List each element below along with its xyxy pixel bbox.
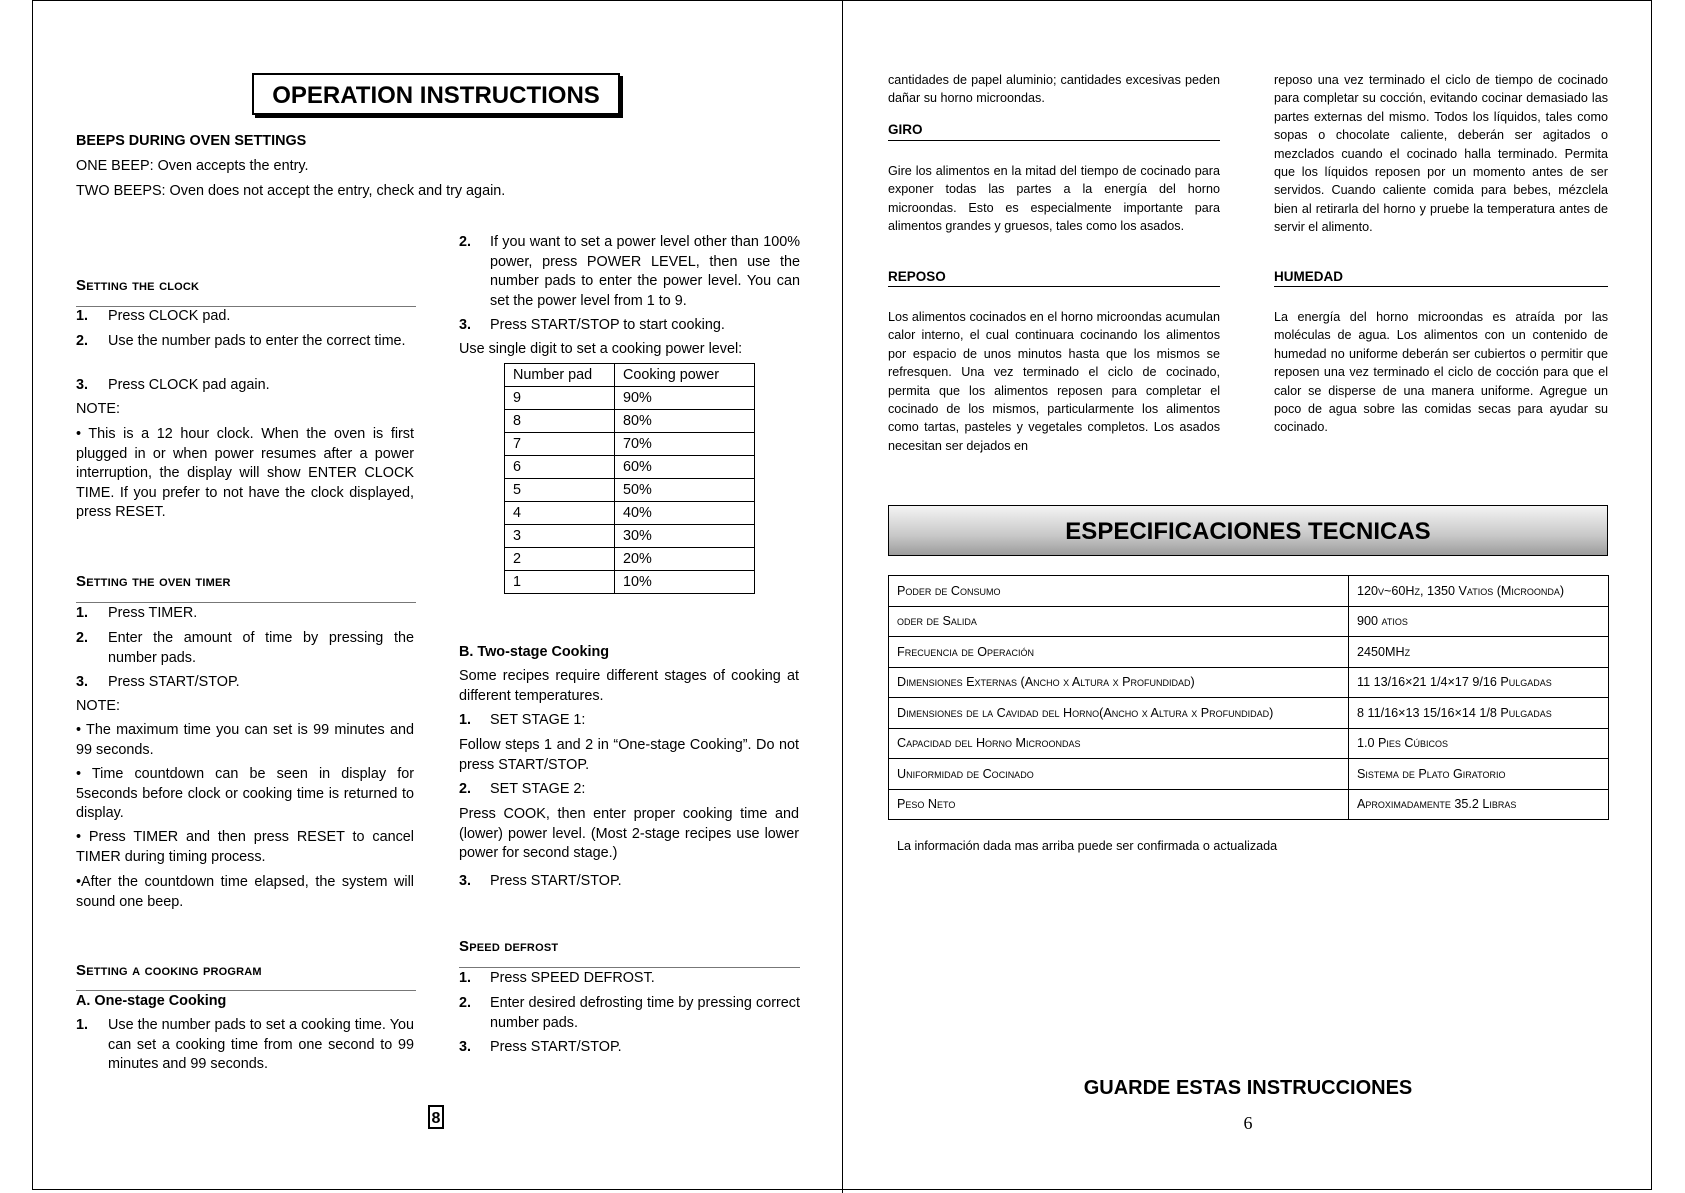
two-stage-intro: Some recipes require different stages of cooking at different temperatures. <box>459 668 799 704</box>
beeps-one: ONE BEEP: Oven accepts the entry. <box>76 158 309 174</box>
page-number-right: 6 <box>1243 1113 1253 1133</box>
spec-label: Peso Neto <box>889 789 1349 820</box>
clock-note-label: NOTE: <box>76 401 120 417</box>
spec-label: Poder de Consumo <box>889 576 1349 607</box>
timer-step-2: Enter the amount of time by pressing the number pads. <box>108 630 414 666</box>
clock-step-1: Press CLOCK pad. <box>108 308 231 324</box>
table-cell: 20% <box>615 548 755 571</box>
defrost-step-2: Enter desired defrosting time by pressing correct number pads. <box>490 995 800 1031</box>
table-row <box>889 667 1609 698</box>
spec-label: Uniformidad de Cocinado <box>889 759 1349 790</box>
table-cell: 5 <box>505 479 615 502</box>
table-row <box>505 479 755 502</box>
table-cell: 30% <box>615 525 755 548</box>
two-stage-step-3: Press START/STOP. <box>490 873 622 889</box>
right-col2-top-text: reposo una vez terminado el ciclo de tiempo de cocinado para completar su cocción, evitando cocinar demasiado las partes externas del mismo. Todos los líquidos, tales como sopas o chocolate caliente, deberán ser agitados o mezclados cuando el cocinado halla terminado. Permita que los líquidos reposen por un momento antes de ser servidos. Cuando caliente comida para bebes, mézclela bien al retirarla del horno y pruebe la temperatura antes de servir el alimento. <box>1274 73 1608 235</box>
spec-value: 11 13/16×21 1/4×17 9/16 Pulgadas <box>1349 667 1609 698</box>
table-cell: 60% <box>615 456 755 479</box>
spec-value: 900 atios <box>1349 606 1609 637</box>
table-row <box>505 387 755 410</box>
timer-heading: Setting the oven timer <box>76 573 231 590</box>
one-stage-step-1-num: 1. <box>76 1017 89 1033</box>
one-stage-heading: A. One-stage Cooking <box>76 993 227 1009</box>
spec-value: Sistema de Plato Giratorio <box>1349 759 1609 790</box>
clock-step-3: Press CLOCK pad again. <box>108 377 270 393</box>
defrost-rule <box>459 967 800 968</box>
spec-label: oder de Salida <box>889 606 1349 637</box>
spec-value: 8 11/16×13 15/16×14 1/8 Pulgadas <box>1349 698 1609 729</box>
beeps-heading: BEEPS DURING OVEN SETTINGS <box>76 133 307 149</box>
table-cell: 40% <box>615 502 755 525</box>
one-stage-step-3-num: 3. <box>459 317 472 333</box>
one-stage-step-2-num: 2. <box>459 234 472 250</box>
one-stage-step-1: Use the number pads to set a cooking time. You can set a cooking time from one second to 99 minutes and 99 seconds. <box>108 1017 414 1072</box>
two-stage-step-2: SET STAGE 2: <box>490 781 586 797</box>
table-cell: 3 <box>505 525 615 548</box>
table-cell: 80% <box>615 410 755 433</box>
timer-step-1: Press TIMER. <box>108 605 198 621</box>
reposo-text: Los alimentos cocinados en el horno microondas acumulan calor interno, el cual continuara cocinando los alimentos por espacio de unos minutos hasta que los mismos se refresquen. Una vez terminado el ciclo de cocinado, permita que los alimentos reposen para completar el cocinado de los mismos, particularmente los alimentos como tartas, pasteles y vegetales completos. Los asados necesitan ser dejados en <box>888 310 1220 453</box>
table-row <box>505 433 755 456</box>
table-header-cell: Cooking power <box>615 364 755 387</box>
table-cell: 8 <box>505 410 615 433</box>
two-stage-step-3-num: 3. <box>459 873 472 889</box>
humedad-rule <box>1274 286 1608 287</box>
reposo-heading: REPOSO <box>888 269 946 284</box>
program-heading: Setting a cooking program <box>76 962 262 979</box>
timer-step-1-num: 1. <box>76 605 89 621</box>
table-row <box>889 728 1609 759</box>
reposo-rule <box>888 286 1220 287</box>
table-cell: 50% <box>615 479 755 502</box>
clock-step-2-num: 2. <box>76 333 89 349</box>
spec-note: La información dada mas arriba puede ser confirmada o actualizada <box>897 839 1278 853</box>
table-row <box>505 548 755 571</box>
one-stage-step-3: Press START/STOP to start cooking. <box>490 317 725 333</box>
two-stage-step-2-text: Press COOK, then enter proper cooking time and (lower) power level. (Most 2-stage recipes use lower power for second stage.) <box>459 806 799 861</box>
table-cell: 1 <box>505 571 615 594</box>
timer-step-2-num: 2. <box>76 630 89 646</box>
table-row <box>505 502 755 525</box>
defrost-step-3: Press START/STOP. <box>490 1039 622 1055</box>
beeps-two: TWO BEEPS: Oven does not accept the entry, check and try again. <box>76 183 506 199</box>
giro-heading: GIRO <box>888 122 923 137</box>
timer-note-3: • Press TIMER and then press RESET to cancel TIMER during timing process. <box>76 829 414 865</box>
clock-note: • This is a 12 hour clock. When the oven is first plugged in or when power resumes after a power interruption, the display will show ENTER CLOCK TIME. If you prefer to not have the clock displayed, press RESET. <box>76 426 414 520</box>
defrost-heading: Speed defrost <box>459 938 559 955</box>
timer-note-1: • The maximum time you can set is 99 minutes and 99 seconds. <box>76 722 414 758</box>
footer-save-instructions: GUARDE ESTAS INSTRUCCIONES <box>1083 1077 1413 1099</box>
spec-value: 1.0 Pies Cúbicos <box>1349 728 1609 759</box>
spec-label: Dimensiones de la Cavidad del Horno(Ancho x Altura x Profundidad) <box>889 698 1349 729</box>
table-row <box>505 571 755 594</box>
table-cell: 6 <box>505 456 615 479</box>
one-stage-step-2: If you want to set a power level other than 100% power, press POWER LEVEL, then use the number pads to enter the power level. You can set the power level from 1 to 9. <box>490 234 800 309</box>
page-divider <box>842 0 843 1193</box>
table-cell: 7 <box>505 433 615 456</box>
table-row <box>889 698 1609 729</box>
power-level-table <box>504 363 755 594</box>
table-header-row <box>505 364 755 387</box>
two-stage-heading: B. Two-stage Cooking <box>459 644 610 660</box>
program-rule <box>76 990 416 991</box>
defrost-step-2-num: 2. <box>459 995 472 1011</box>
clock-step-2: Use the number pads to enter the correct time. <box>108 333 406 349</box>
table-row <box>889 637 1609 668</box>
spec-label: Frecuencia de Operación <box>889 637 1349 668</box>
right-col1-top-text: cantidades de papel aluminio; cantidades excesivas peden dañar su horno microondas. <box>888 73 1220 106</box>
power-table-intro: Use single digit to set a cooking power level: <box>459 341 743 357</box>
spec-label: Dimensiones Externas (Ancho x Altura x Profundidad) <box>889 667 1349 698</box>
two-stage-step-1: SET STAGE 1: <box>490 712 586 728</box>
clock-heading: Setting the clock <box>76 277 200 294</box>
giro-rule <box>888 140 1220 141</box>
timer-note-2: • Time countdown can be seen in display for 5seconds before clock or cooking time is returned to display. <box>76 766 414 821</box>
table-row <box>889 576 1609 607</box>
two-stage-step-1-num: 1. <box>459 712 472 728</box>
table-cell: 90% <box>615 387 755 410</box>
table-row <box>505 410 755 433</box>
table-cell: 4 <box>505 502 615 525</box>
spec-value: 2450MHz <box>1349 637 1609 668</box>
table-header-cell: Number pad <box>505 364 615 387</box>
timer-note-label: NOTE: <box>76 698 120 714</box>
table-cell: 2 <box>505 548 615 571</box>
giro-text: Gire los alimentos en la mitad del tiempo de cocinado para exponer todas las partes a la energía del horno microondas. Esto es especialmente importante para alimentos grandes y gruesos, tales como los asados. <box>888 164 1220 234</box>
spec-title: ESPECIFICACIONES TECNICAS <box>888 505 1608 556</box>
defrost-step-3-num: 3. <box>459 1039 472 1055</box>
humedad-heading: HUMEDAD <box>1274 269 1343 284</box>
clock-step-3-num: 3. <box>76 377 89 393</box>
table-cell: 70% <box>615 433 755 456</box>
timer-step-3-num: 3. <box>76 674 89 690</box>
page-number-left: 8 <box>428 1105 444 1129</box>
table-row <box>505 525 755 548</box>
table-row <box>889 759 1609 790</box>
spec-table <box>888 575 1609 820</box>
clock-step-1-num: 1. <box>76 308 89 324</box>
timer-step-3: Press START/STOP. <box>108 674 240 690</box>
table-cell: 10% <box>615 571 755 594</box>
defrost-step-1: Press SPEED DEFROST. <box>490 970 655 986</box>
table-cell: 9 <box>505 387 615 410</box>
humedad-text: La energía del horno microondas es atraída por las moléculas de agua. Los alimentos con un contenido de humedad no uniforme deberán ser cubiertos o permitir que reposen una vez terminado el ciclo de cocción para que el calor se disperse de una manera uniforme. Agregue un poco de agua sobre las comidas secas para ayudar su cocinado. <box>1274 310 1608 435</box>
timer-rule <box>76 602 416 603</box>
table-row <box>889 789 1609 820</box>
table-row <box>889 606 1609 637</box>
page-title: OPERATION INSTRUCTIONS <box>252 73 620 115</box>
spec-value: Aproximadamente 35.2 Libras <box>1349 789 1609 820</box>
table-row <box>505 456 755 479</box>
two-stage-step-1-text: Follow steps 1 and 2 in “One-stage Cooking”. Do not press START/STOP. <box>459 737 799 773</box>
spec-label: Capacidad del Horno Microondas <box>889 728 1349 759</box>
two-stage-step-2-num: 2. <box>459 781 472 797</box>
spec-value: 120v~60Hz, 1350 Vatios (Microonda) <box>1349 576 1609 607</box>
timer-note-4: •After the countdown time elapsed, the system will sound one beep. <box>76 874 414 910</box>
defrost-step-1-num: 1. <box>459 970 472 986</box>
